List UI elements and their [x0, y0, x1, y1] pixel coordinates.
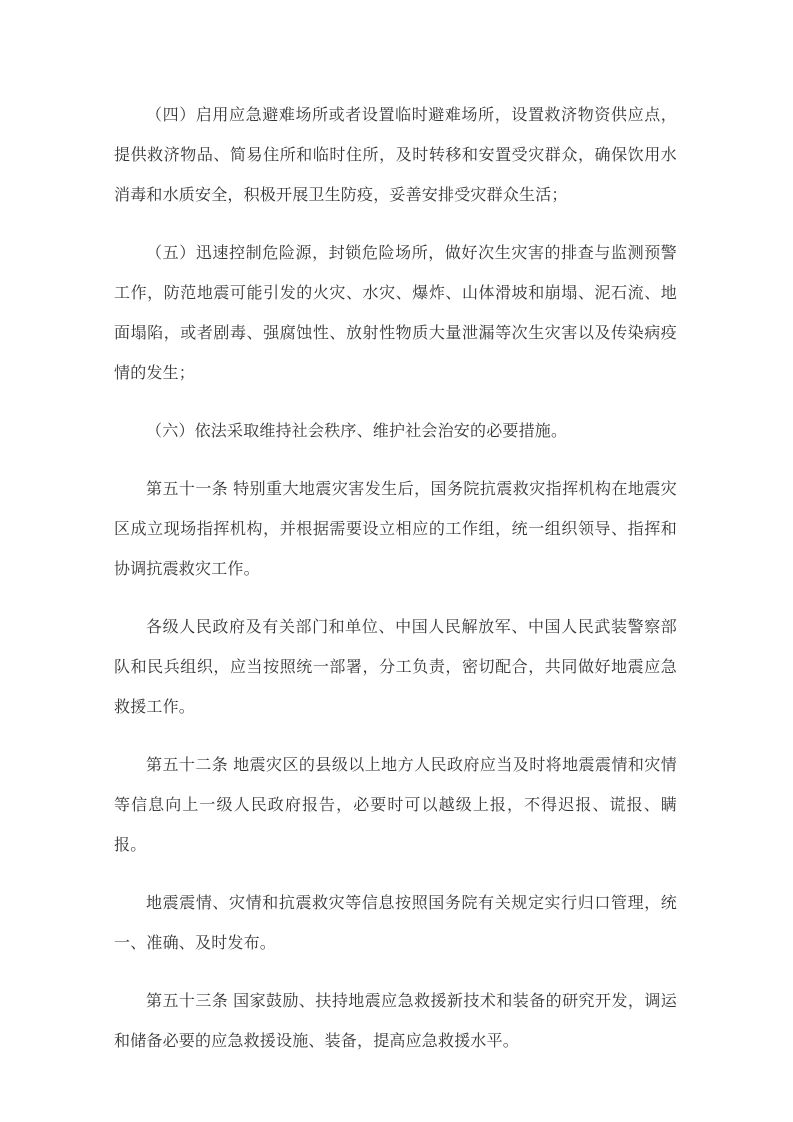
paragraph-article-51-2: 各级人民政府及有关部门和单位、中国人民解放军、中国人民武装警察部队和民兵组织，应当按照统一部署，分工负责，密切配合，共同做好地震应急救援工作。 — [114, 619, 677, 716]
paragraph-article-53-1: 第五十三条 国家鼓励、扶持地震应急救援新技术和装备的研究开发，调运和储备必要的应急救援设施、装备，提高应急救援水平。 — [114, 993, 677, 1050]
paragraph-clause-4: （四）启用应急避难场所或者设置临时避难场所，设置救济物资供应点，提供救济物品、简易住所和临时住所，及时转移和安置受灾群众，确保饮用水消毒和水质安全，积极开展卫生防疫，妥善安排受灾群众生活； — [114, 107, 677, 204]
paragraph-clause-6: （六）依法采取维持社会秩序、维护社会治安的必要措施。 — [146, 423, 568, 440]
paragraph-clause-5: （五）迅速控制危险源，封锁危险场所，做好次生灾害的排查与监测预警工作，防范地震可能引发的火灾、水灾、爆炸、山体滑坡和崩塌、泥石流、地面塌陷，或者剧毒、强腐蚀性、放射性物质大量泄漏等次生灾害以及传染病疫情的发生； — [114, 245, 677, 382]
paragraph-article-52-2: 地震震情、灾情和抗震救灾等信息按照国务院有关规定实行归口管理，统一、准确、及时发布。 — [114, 895, 677, 952]
paragraph-article-51-1: 第五十一条 特别重大地震灾害发生后，国务院抗震救灾指挥机构在地震灾区成立现场指挥机构，并根据需要设立相应的工作组，统一组织领导、指挥和协调抗震救灾工作。 — [114, 481, 677, 578]
document-body — [114, 96, 677, 1062]
paragraph-article-52-1: 第五十二条 地震灾区的县级以上地方人民政府应当及时将地震震情和灾情等信息向上一级人民政府报告，必要时可以越级上报，不得迟报、谎报、瞒报。 — [114, 757, 677, 854]
